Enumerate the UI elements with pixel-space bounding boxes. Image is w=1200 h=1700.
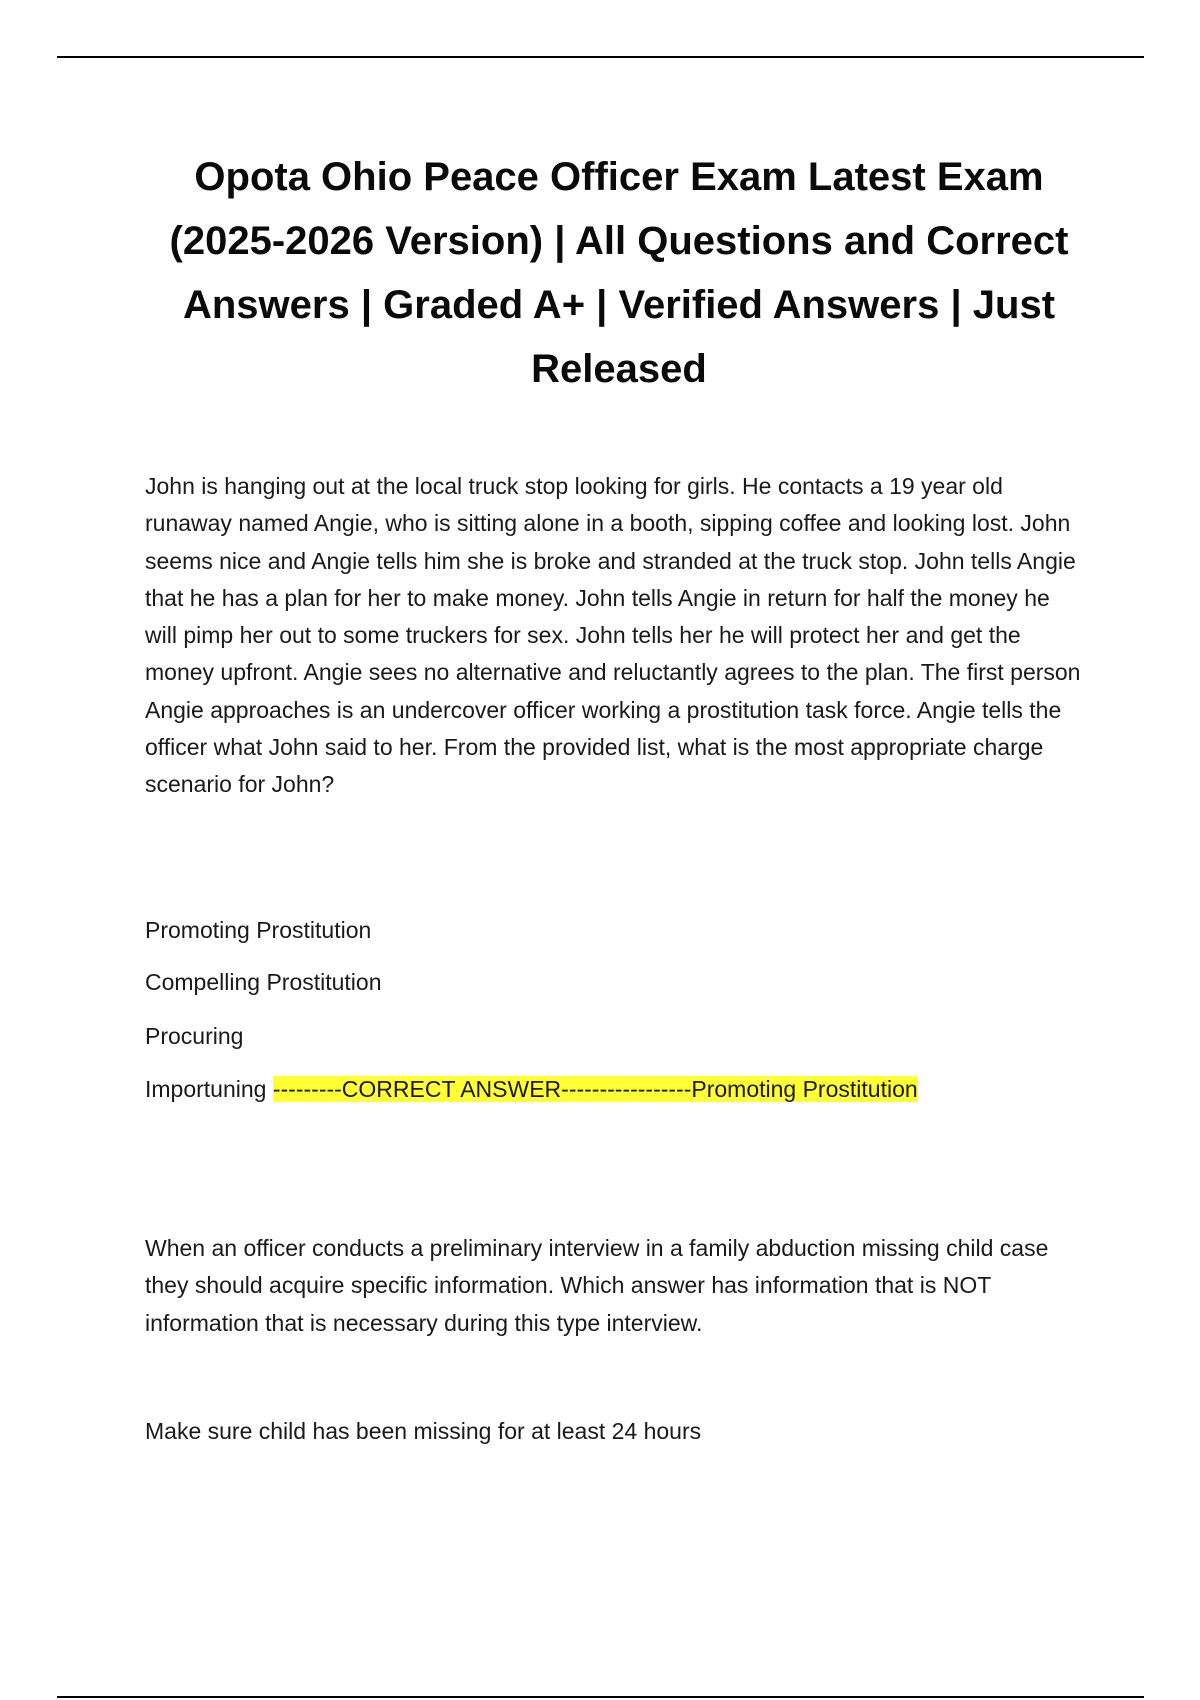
question-1-option-3: Procuring	[145, 1023, 244, 1049]
question-1-option-2: Compelling Prostitution	[145, 969, 382, 995]
document-title: Opota Ohio Peace Officer Exam Latest Exam (2025-2026 Version) | All Questions and Correct Answers | Graded A+ | Verified Answers | Just Released	[169, 155, 1069, 391]
footer-rule	[57, 1696, 1144, 1698]
header-rule	[57, 56, 1144, 58]
correct-answer-highlight: ---------CORRECT ANSWER-----------------Promoting Prostitution	[272, 1076, 918, 1102]
question-1-option-4-with-answer	[145, 1073, 918, 1105]
question-1-text: John is hanging out at the local truck stop looking for girls. He contacts a 19 year old runaway named Angie, who is sitting alone in a booth, sipping coffee and looking lost. John seems nice and Angie tells him she is broke and stranded at the truck stop. John tells Angie that he has a plan for her to make money. John tells Angie in return for half the money he will pimp her out to some truckers for sex. John tells her he will protect her and get the money upfront. Angie sees no alternative and reluctantly agrees to the plan. The first person Angie approaches is an undercover officer working a prostitution task force. Angie tells the officer what John said to her. From the provided list, what is the most appropriate charge scenario for John?	[145, 473, 1081, 798]
question-1-option-1: Promoting Prostitution	[145, 917, 372, 943]
question-2-option-1: Make sure child has been missing for at least 24 hours	[145, 1418, 702, 1444]
question-2-text: When an officer conducts a preliminary interview in a family abduction missing child case they should acquire specific information. Which answer has information that is NOT information that is necessary during this type interview.	[145, 1235, 1049, 1336]
question-1-option-4: Importuning	[145, 1076, 267, 1102]
